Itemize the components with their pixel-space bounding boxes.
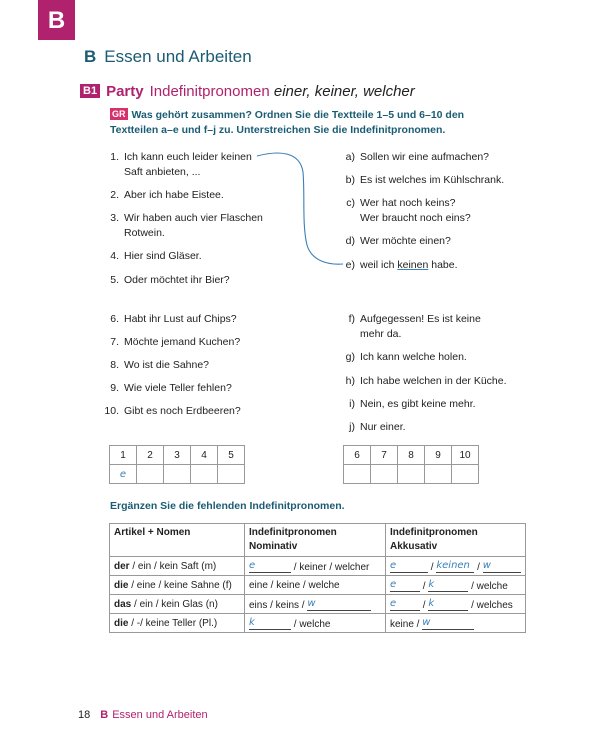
table-header: Artikel + Nomen	[110, 524, 245, 557]
grid-header: 1	[110, 446, 137, 465]
list-item: h) Ich habe welchen in der Küche.	[345, 375, 507, 387]
grid-header: 2	[137, 446, 164, 465]
grid-header: 10	[452, 446, 479, 465]
answer-grid-1	[109, 445, 245, 484]
list-item: c) Wer hat noch keins? Wer braucht noch eins?	[346, 197, 471, 224]
table-header: Indefinitpronomen Nominativ	[245, 524, 386, 557]
list-item: 4. Hier sind Gläser.	[110, 250, 202, 262]
subsection-name: Party	[106, 83, 144, 100]
instruction-1-text: Was gehört zusammen? Ordnen Sie die Textteile 1–5 und 6–10 den Textteilen a–e und f–j zu. Unterstreichen Sie die Indefinitpronomen.	[110, 109, 465, 136]
table-row	[110, 557, 526, 576]
grid-answer[interactable]	[164, 465, 191, 484]
grid-header: 9	[425, 446, 452, 465]
list-item: j) Nur einer.	[349, 421, 406, 433]
list-item: b) Es ist welches im Kühlschrank.	[345, 174, 505, 186]
grid-header: 3	[164, 446, 191, 465]
grid-header: 7	[371, 446, 398, 465]
list-item: 6. Habt ihr Lust auf Chips?	[110, 313, 237, 325]
pronoun-table	[109, 523, 526, 633]
section-title	[84, 47, 252, 67]
grid-answer[interactable]	[218, 465, 245, 484]
table-row	[110, 595, 526, 614]
nominativ-cell[interactable]: eins / keins / w	[245, 595, 386, 614]
grid-answer[interactable]	[371, 465, 398, 484]
akkusativ-cell[interactable]: keine / w	[386, 614, 526, 633]
list-item: 5. Oder möchtet ihr Bier?	[110, 274, 230, 286]
subsection-badge: B1	[80, 84, 100, 98]
grammar-tag: GR	[112, 109, 126, 119]
subsection-topic-italic: einer, keiner, welcher	[273, 83, 415, 100]
article-cell: die / eine / keine Sahne (f)	[110, 576, 245, 595]
akkusativ-cell[interactable]: e / k / welches	[386, 595, 526, 614]
instruction-1	[110, 108, 510, 138]
list-item: a) Sollen wir eine aufmachen?	[345, 151, 489, 163]
grid-answer[interactable]	[344, 465, 371, 484]
list-item: 8. Wo ist die Sahne?	[110, 359, 210, 371]
table-header: Indefinitpronomen Akkusativ	[386, 524, 526, 557]
subsection-topic: Indefinitpronomen	[149, 83, 270, 100]
list-item: f) Aufgegessen! Es ist keine mehr da.	[348, 313, 481, 340]
list-item: 2. Aber ich habe Eistee.	[110, 189, 224, 201]
list-item: e) weil ich keinen habe.	[345, 259, 458, 271]
list-item: 7. Möchte jemand Kuchen?	[110, 336, 241, 348]
grid-answer[interactable]	[137, 465, 164, 484]
subsection-title	[80, 83, 415, 100]
list-item: d) Wer möchte einen?	[345, 235, 451, 247]
nominativ-cell[interactable]: k / welche	[245, 614, 386, 633]
underlined-pronoun: keinen	[397, 259, 429, 271]
section-letter: B	[84, 47, 97, 66]
akkusativ-cell[interactable]: e / k / welche	[386, 576, 526, 595]
page-footer	[78, 709, 208, 721]
grid-answer[interactable]	[452, 465, 479, 484]
list-item: 10. Gibt es noch Erdbeeren?	[104, 405, 241, 417]
page-number: 18	[78, 709, 91, 721]
grid-header: 8	[398, 446, 425, 465]
article-cell: das / ein / kein Glas (n)	[110, 595, 245, 614]
answer-grid-2	[343, 445, 479, 484]
match-line	[255, 150, 345, 275]
section-tab: B	[38, 0, 75, 40]
grid-answer[interactable]	[191, 465, 218, 484]
footer-title: Essen und Arbeiten	[112, 709, 208, 721]
akkusativ-cell[interactable]: e / keinen / w	[386, 557, 526, 576]
list-item: 9. Wie viele Teller fehlen?	[110, 382, 232, 394]
footer-letter: B	[100, 709, 109, 721]
table-row	[110, 614, 526, 633]
article-cell: der / ein / kein Saft (m)	[110, 557, 245, 576]
instruction-2: Ergänzen Sie die fehlenden Indefinitpronomen.	[110, 500, 345, 512]
list-item: g) Ich kann welche holen.	[345, 351, 467, 363]
nominativ-cell: eine / keine / welche	[245, 576, 386, 595]
list-item: 3. Wir haben auch vier Flaschen Rotwein.	[110, 212, 263, 239]
article-cell: die / -/ keine Teller (Pl.)	[110, 614, 245, 633]
grid-answer[interactable]: e	[110, 465, 137, 484]
grid-header: 4	[191, 446, 218, 465]
table-row	[110, 576, 526, 595]
grid-header: 6	[344, 446, 371, 465]
grid-answer[interactable]	[425, 465, 452, 484]
list-item: i) Nein, es gibt keine mehr.	[349, 398, 476, 410]
nominativ-cell[interactable]: e / keiner / welcher	[245, 557, 386, 576]
grid-answer[interactable]	[398, 465, 425, 484]
section-name: Essen und Arbeiten	[104, 47, 252, 66]
list-item: 1. Ich kann euch leider keinen Saft anbieten, ...	[110, 151, 252, 178]
grid-header: 5	[218, 446, 245, 465]
